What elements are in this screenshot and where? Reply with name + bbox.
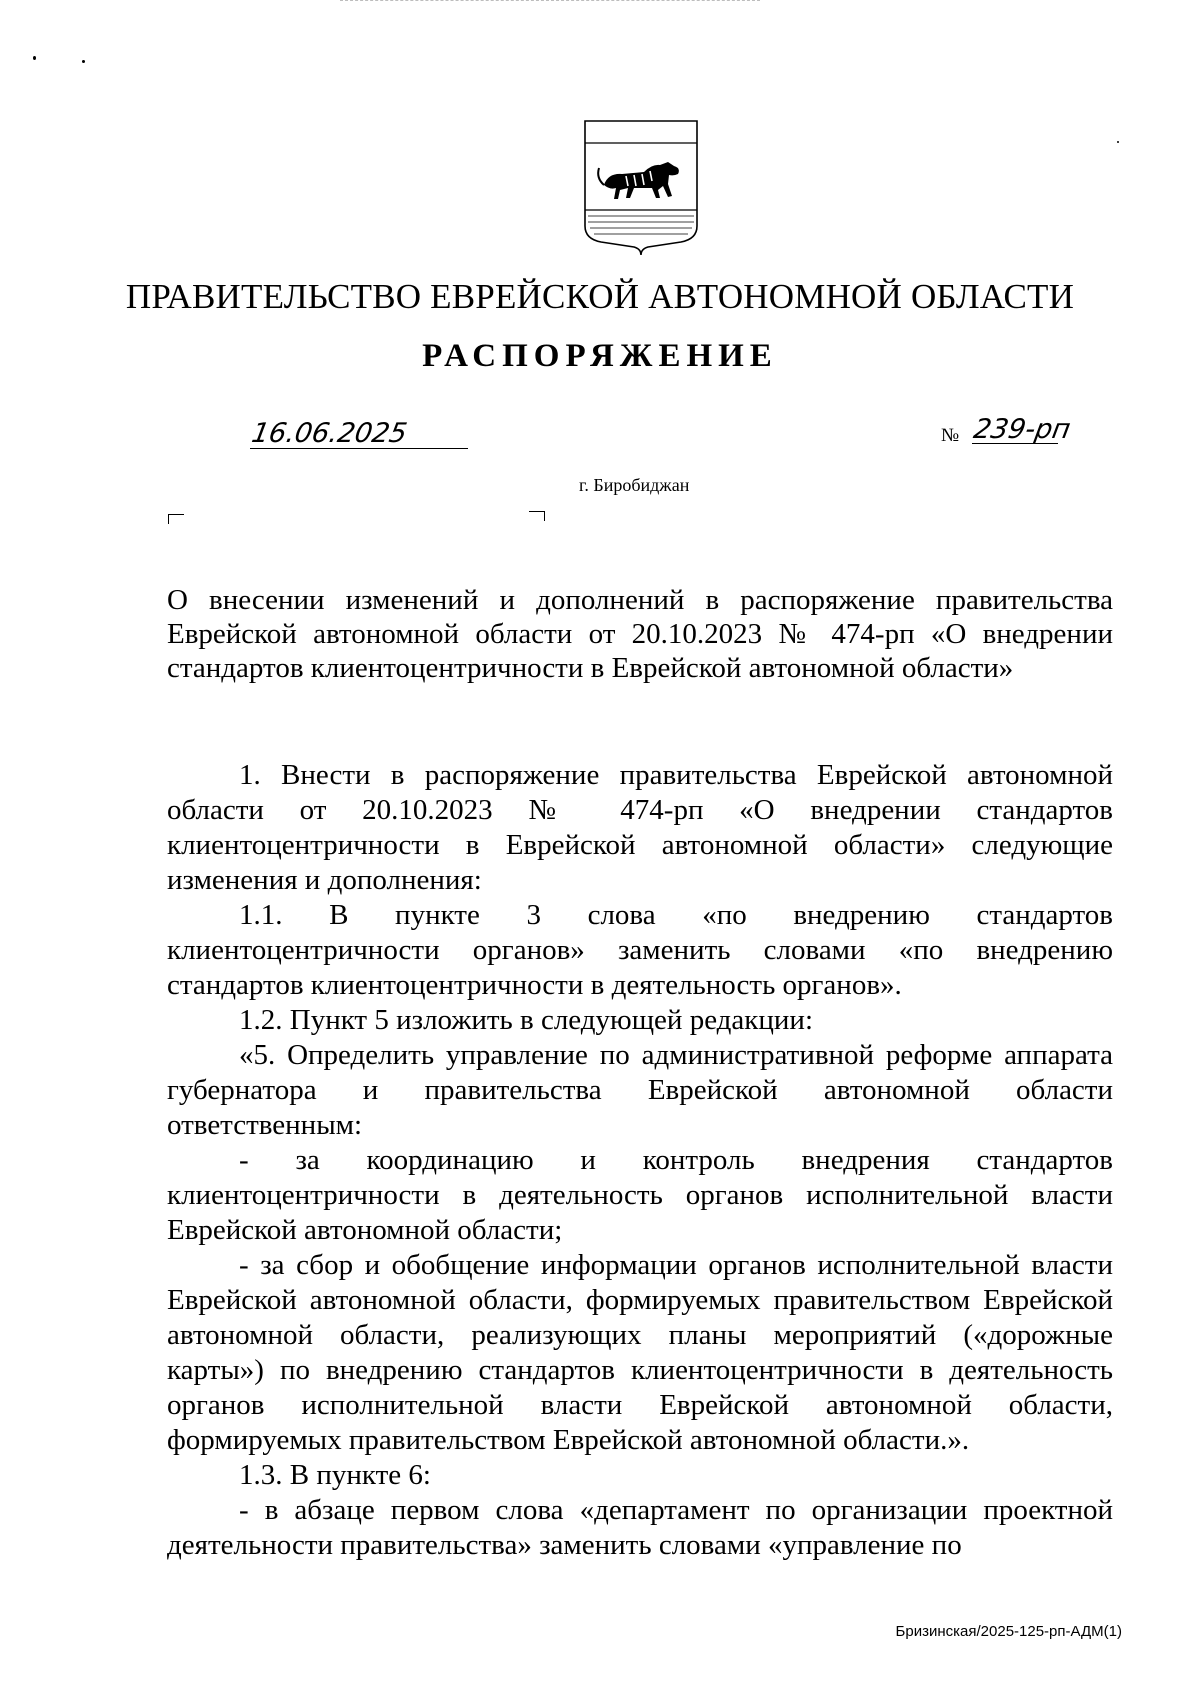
title-corner-right [529,511,545,521]
organization-title: ПРАВИТЕЛЬСТВО ЕВРЕЙСКОЙ АВТОНОМНОЙ ОБЛАСТИ [125,277,1075,316]
scan-speck [1117,141,1119,143]
paragraph-1-2: 1.2. Пункт 5 изложить в следующей редакции: [239,1004,814,1036]
bullet-collection: - за сбор и обобщение информации органов исполнительной власти Еврейской автономной области, формируемых правительством Еврейской автономной области, реализующих планы мероприятий («дорожные карты») по внедрению стандартов клиентоцентричности в деятельность органов исполнительной власти Еврейской автономной области, формируемых правительством Еврейской автономной области.». [167,1249,1113,1456]
bullet-coordination: - за координацию и контроль внедрения стандартов клиентоцентричности в деятельность органов исполнительной власти Еврейской автономной области; [167,1144,1113,1246]
footer-reference: Бризинская/2025-125-рп-АДМ(1) [895,1623,1122,1640]
document-body [167,758,1113,1563]
document-date: 16.06.2025 [249,418,410,449]
document-number: 239-рп [971,414,1073,445]
scan-top-rule [340,0,760,1]
document-type: РАСПОРЯЖЕНИЕ [422,338,778,374]
document-subject: О внесении изменений и дополнений в распоряжение правительства Еврейской автономной области от 20.10.2023 № 474-рп «О внедрении стандартов клиентоцентричности в Еврейской автономной области» [167,584,1113,684]
scan-speck [82,60,85,63]
paragraph-quote-5: «5. Определить управление по административной реформе аппарата губернатора и правительства Еврейской автономной области ответственным: [167,1039,1113,1141]
number-sign: № [941,425,960,446]
number-underline [972,443,1058,444]
coat-of-arms-tiger-icon [582,118,700,256]
scan-speck [33,56,36,60]
paragraph-1-1: 1.1. В пункте 3 слова «по внедрению стандартов клиентоцентричности органов» заменить словами «по внедрению стандартов клиентоцентричности в деятельность органов». [167,899,1113,1001]
paragraph-1: 1. Внести в распоряжение правительства Еврейской автономной области от 20.10.2023 № 474-рп «О внедрении стандартов клиентоцентричности в Еврейской автономной области» следующие изменения и дополнения: [167,759,1113,896]
bullet-first-abzats: - в абзаце первом слова «департамент по организации проектной деятельности правительства» заменить словами «управление по [167,1494,1113,1561]
paragraph-1-3: 1.3. В пункте 6: [239,1459,431,1491]
title-corner-left [168,514,184,524]
city-label: г. Биробиджан [579,475,690,495]
date-underline [250,448,468,449]
